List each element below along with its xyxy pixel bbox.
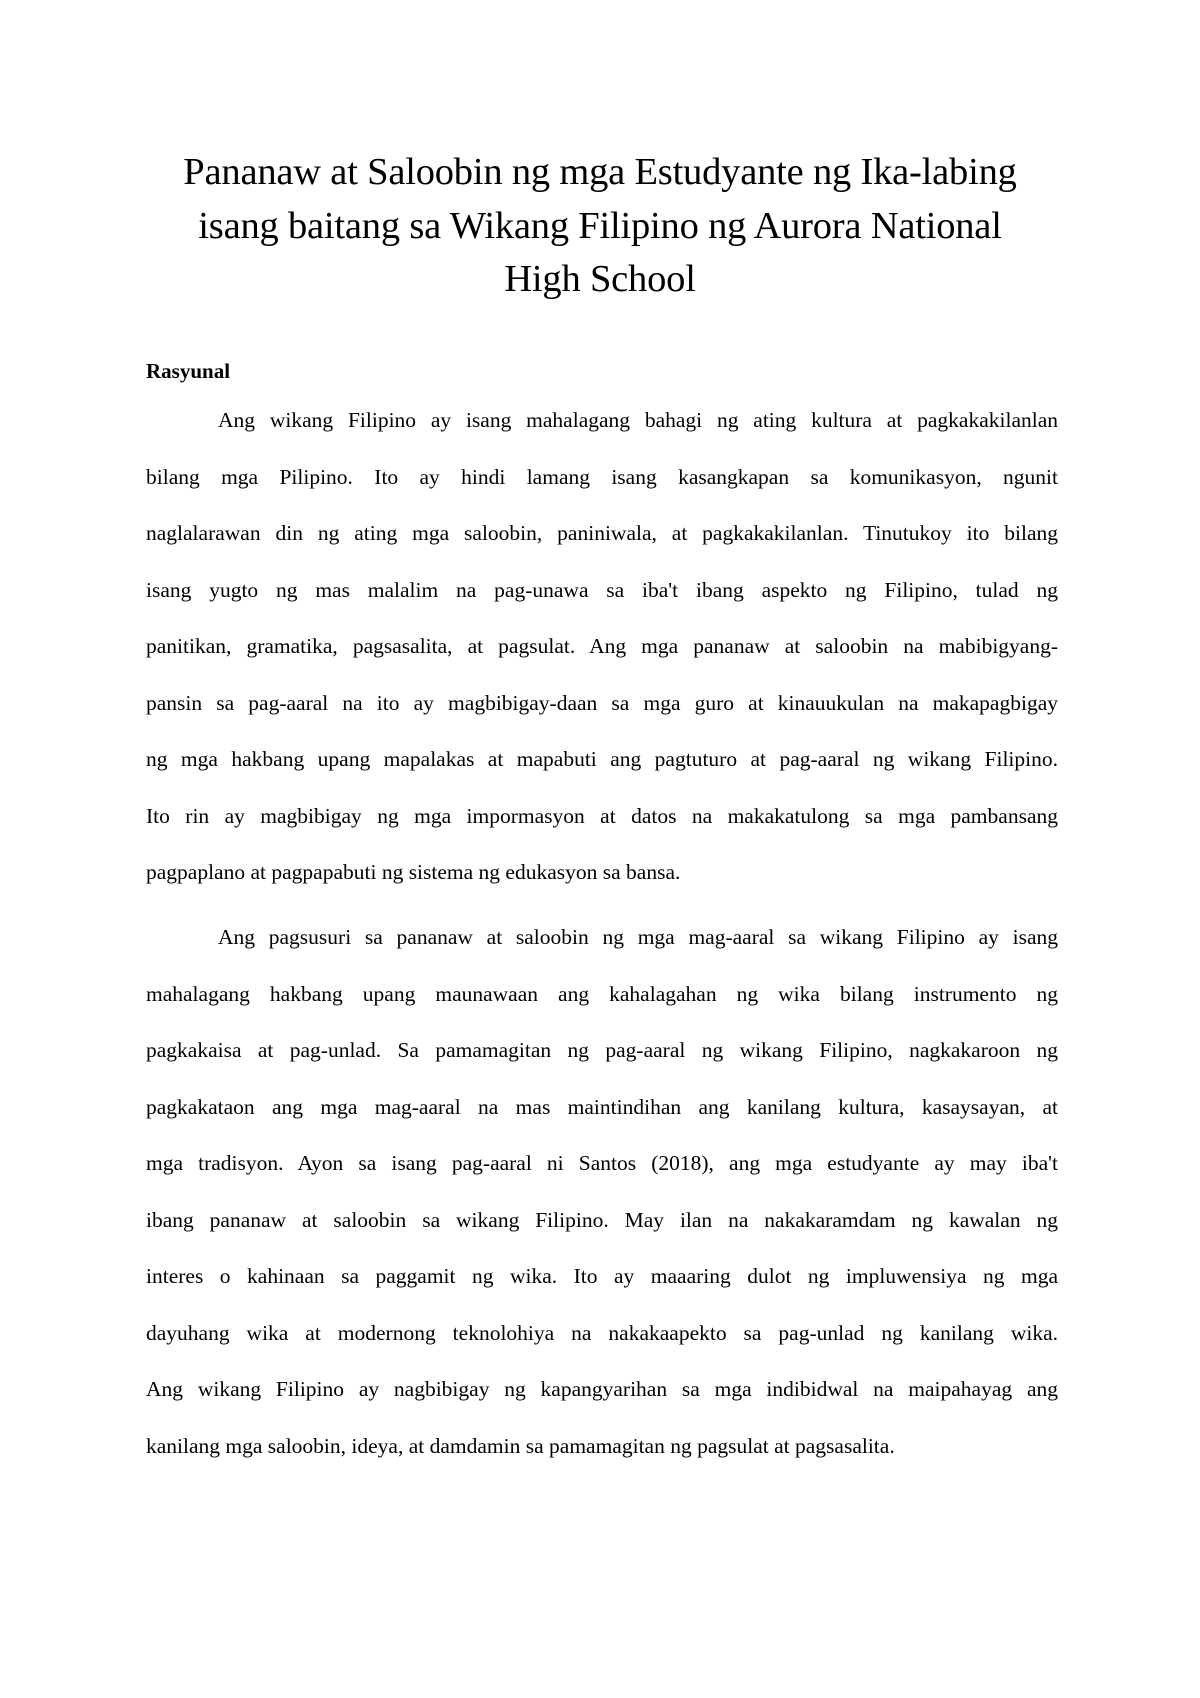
paragraph-line: mga tradisyon. Ayon sa isang pag-aaral ni Santos (2018), ang mga estudyante ay may iba't (146, 1151, 1058, 1175)
paragraph-line: Ang pagsusuri sa pananaw at saloobin ng mga mag-aaral sa wikang Filipino ay isang (218, 925, 1058, 949)
title-line: High School (504, 258, 696, 300)
paragraph-line: panitikan, gramatika, pagsasalita, at pagsulat. Ang mga pananaw at saloobin na mabibigyang- (146, 634, 1058, 658)
paragraph-line: pansin sa pag-aaral na ito ay magbibigay-daan sa mga guro at kinauukulan na makapagbigay (146, 690, 1058, 715)
paragraph-line: isang yugto ng mas malalim na pag-unawa sa iba't ibang aspekto ng Filipino, tulad ng (146, 577, 1058, 602)
paragraph-line: Ang wikang Filipino ay nagbibigay ng kapangyarihan sa mga indibidwal na maipahayag ang (146, 1377, 1058, 1401)
paragraph-line: Ito rin ay magbibigay ng mga impormasyon at datos na makakatulong sa mga pambansang (146, 803, 1058, 828)
paragraph-line: kanilang mga saloobin, ideya, at damdamin sa pamamagitan ng pagsulat at pagsasalita. (146, 1433, 895, 1458)
paragraph-line: pagkakaisa at pag-unlad. Sa pamamagitan ng pag-aaral ng wikang Filipino, nagkakaroon ng (146, 1038, 1058, 1062)
title-line: Pananaw at Saloobin ng mga Estudyante ng Ika-labing (183, 151, 1017, 193)
title-line: isang baitang sa Wikang Filipino ng Aurora National (198, 204, 1002, 247)
paragraph-line: ibang pananaw at saloobin sa wikang Filipino. May ilan na nakakaramdam ng kawalan ng (146, 1207, 1058, 1232)
paragraph-line: Ang wikang Filipino ay isang mahalagang bahagi ng ating kultura at pagkakakilanlan (218, 408, 1058, 432)
paragraph-line: mahalagang hakbang upang maunawaan ang kahalagahan ng wika bilang instrumento ng (146, 981, 1058, 1006)
section-heading-rasyunal: Rasyunal (146, 359, 231, 383)
paragraph-line: interes o kahinaan sa paggamit ng wika. Ito ay maaaring dulot ng impluwensiya ng mga (146, 1264, 1058, 1288)
paragraph-2 (146, 909, 1058, 1474)
paragraph-line: pagkakataon ang mga mag-aaral na mas maintindihan ang kanilang kultura, kasaysayan, at (146, 1094, 1058, 1119)
paragraph-1 (146, 392, 1058, 901)
document-title (145, 146, 1055, 307)
paragraph-line: dayuhang wika at modernong teknolohiya na nakakaapekto sa pag-unlad ng kanilang wika. (146, 1320, 1058, 1345)
paragraph-line: bilang mga Pilipino. Ito ay hindi lamang isang kasangkapan sa komunikasyon, ngunit (146, 464, 1058, 489)
paragraph-line: ng mga hakbang upang mapalakas at mapabuti ang pagtuturo at pag-aaral ng wikang Filipino. (146, 747, 1058, 771)
paragraph-line: naglalarawan din ng ating mga saloobin, paniniwala, at pagkakakilanlan. Tinutukoy ito bilang (146, 521, 1058, 545)
paragraph-line: pagpaplano at pagpapabuti ng sistema ng edukasyon sa bansa. (146, 860, 681, 884)
